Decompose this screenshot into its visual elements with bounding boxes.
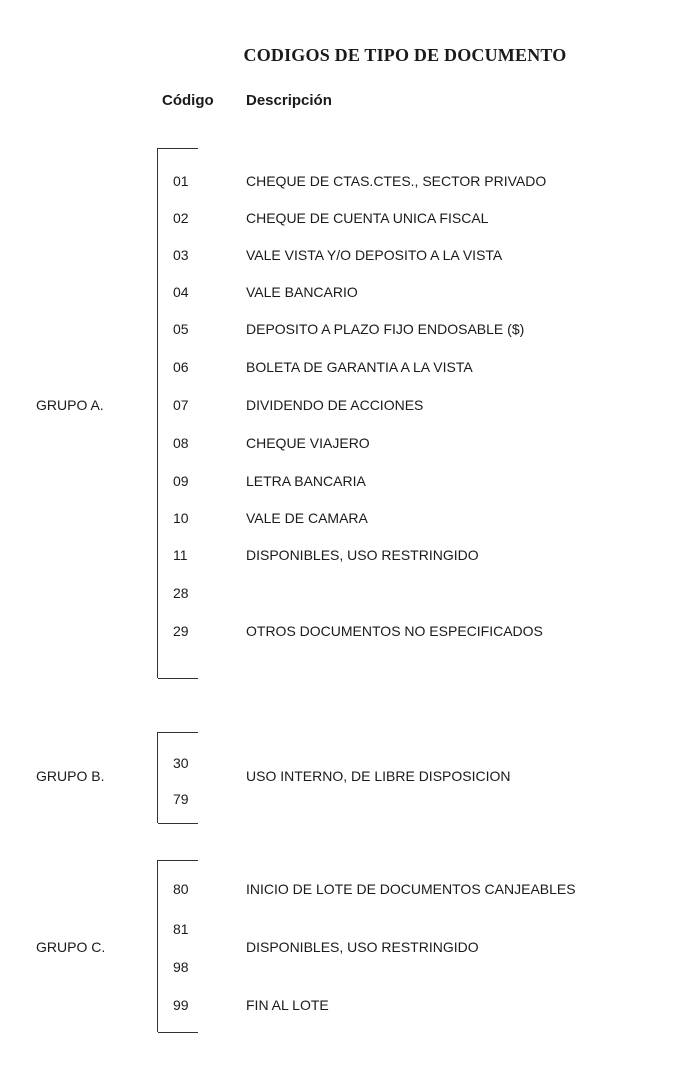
code-cell: 11 xyxy=(173,547,188,563)
group-a-bracket xyxy=(157,148,158,678)
code-cell: 07 xyxy=(173,397,189,413)
description-cell: CHEQUE VIAJERO xyxy=(246,435,370,451)
page-title: CODIGOS DE TIPO DE DOCUMENTO xyxy=(243,45,567,65)
description-cell: INICIO DE LOTE DE DOCUMENTOS CANJEABLES xyxy=(246,881,576,897)
group-b-bracket xyxy=(157,732,158,823)
group-a-bottom-tick xyxy=(158,678,198,679)
group-c-bracket xyxy=(157,860,158,1032)
group-c-bottom-tick xyxy=(158,1032,198,1033)
code-cell: 79 xyxy=(173,791,189,807)
code-cell: 81 xyxy=(173,921,189,937)
description-cell: DISPONIBLES, USO RESTRINGIDO xyxy=(246,939,479,955)
code-cell: 29 xyxy=(173,623,189,639)
description-cell: LETRA BANCARIA xyxy=(246,473,366,489)
group-a-top-tick xyxy=(158,148,198,149)
code-cell: 02 xyxy=(173,210,189,226)
group-a-label: GRUPO A. xyxy=(36,397,104,413)
description-cell: VALE BANCARIO xyxy=(246,284,358,300)
code-cell: 08 xyxy=(173,435,189,451)
code-cell: 05 xyxy=(173,321,189,337)
code-cell: 30 xyxy=(173,755,189,771)
code-cell: 06 xyxy=(173,359,189,375)
code-cell: 28 xyxy=(173,585,189,601)
description-cell: FIN AL LOTE xyxy=(246,997,329,1013)
description-cell: VALE VISTA Y/O DEPOSITO A LA VISTA xyxy=(246,247,503,263)
group-b-top-tick xyxy=(158,732,198,733)
description-cell: DISPONIBLES, USO RESTRINGIDO xyxy=(246,547,479,563)
code-cell: 04 xyxy=(173,284,189,300)
description-cell: DEPOSITO A PLAZO FIJO ENDOSABLE ($) xyxy=(246,321,525,337)
group-c-top-tick xyxy=(158,860,198,861)
code-cell: 99 xyxy=(173,997,189,1013)
description-cell: OTROS DOCUMENTOS NO ESPECIFICADOS xyxy=(246,623,543,639)
group-c-label: GRUPO C. xyxy=(36,939,106,955)
code-cell: 03 xyxy=(173,247,189,263)
header-code: Código xyxy=(162,92,214,109)
code-cell: 01 xyxy=(173,173,189,189)
code-cell: 98 xyxy=(173,959,189,975)
description-cell: CHEQUE DE CUENTA UNICA FISCAL xyxy=(246,210,489,226)
description-cell: BOLETA DE GARANTIA A LA VISTA xyxy=(246,359,473,375)
code-cell: 09 xyxy=(173,473,189,489)
group-b-label: GRUPO B. xyxy=(36,768,105,784)
description-cell: USO INTERNO, DE LIBRE DISPOSICION xyxy=(246,768,511,784)
description-cell: DIVIDENDO DE ACCIONES xyxy=(246,397,424,413)
code-cell: 80 xyxy=(173,881,189,897)
code-cell: 10 xyxy=(173,510,189,526)
group-b-bottom-tick xyxy=(158,823,198,824)
description-cell: CHEQUE DE CTAS.CTES., SECTOR PRIVADO xyxy=(246,173,547,189)
header-description: Descripción xyxy=(246,92,332,109)
description-cell: VALE DE CAMARA xyxy=(246,510,368,526)
